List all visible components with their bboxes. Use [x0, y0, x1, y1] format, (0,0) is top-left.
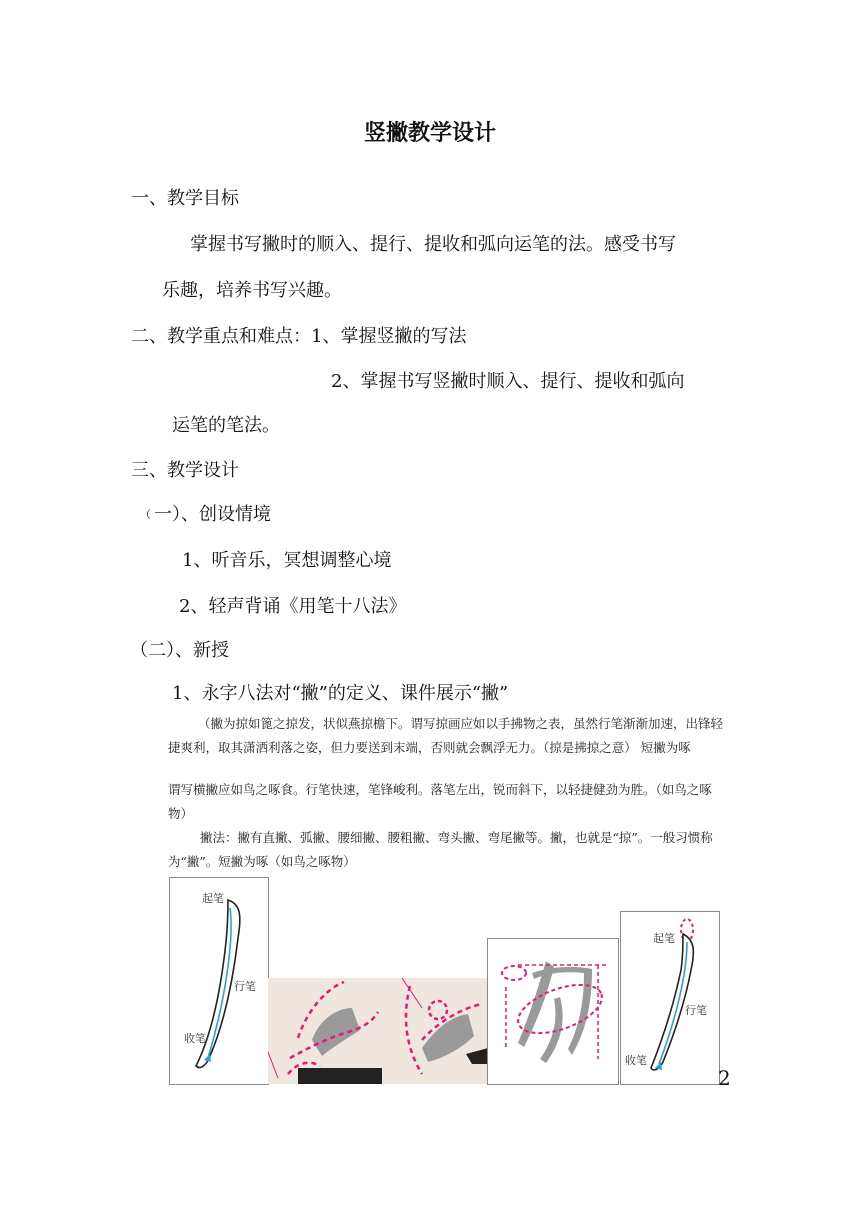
dark-base — [298, 1068, 382, 1084]
guide-curve-1 — [406, 986, 422, 1074]
goals-paragraph-line2: 乐趣，培养书写兴趣。 — [162, 280, 342, 301]
section-heading-design: 三、教学设计 — [131, 460, 239, 481]
subsection2-item1: 1、永字八法对“撇”的定义、课件展示“撇” — [172, 683, 509, 704]
subsection1-heading: 一）、创设情境 — [154, 504, 271, 525]
section-heading-goals: 一、教学目标 — [131, 188, 239, 209]
subsection1-item1: 1、听音乐，冥想调整心境 — [182, 550, 392, 571]
subsection1-paren: （ — [140, 508, 151, 521]
note-paragraph-1: （撇为掠如篦之掠发，状似燕掠檐下。谓写掠画应如以手拂物之表，虽然行笔渐渐加速，出锋轻捷爽利，取其潇洒利落之姿，但力要送到末端，否则就会飘浮无力。（掠是拂掠之意） 短撇为啄 — [168, 716, 724, 755]
figure-brush-photo-1 — [268, 978, 382, 1084]
guide-line — [268, 1052, 278, 1078]
label-move: 行笔 — [685, 1004, 707, 1017]
section-heading-key-points: 二、教学重点和难点：1、掌握竖撇的写法 — [131, 326, 467, 347]
note-paragraph-2: 谓写横撇应如鸟之啄食。行笔快速，笔锋峻利。落笔左出，锐而斜下，以轻捷健劲为胜。（如鸟之啄物） — [168, 782, 712, 821]
key-point-2-line2: 运笔的笔法。 — [172, 415, 280, 436]
goals-paragraph-line1: 掌握书写撇时的顺入、提行、提收和弧向运笔的法。感受书写 — [190, 234, 676, 255]
figure-stroke-diagram-2 — [620, 911, 720, 1085]
dark-ink — [466, 1048, 488, 1064]
note-paragraph-3: 撇法：撇有直撇、弧撇、腰细撇、腰粗撇、弯头撇、弯尾撇等。撇，也就是“掠”。一般习惯称为“撇”。短撇为啄（如鸟之啄物） — [168, 830, 713, 869]
figure-brush-photo-2 — [382, 978, 488, 1084]
brush-ink — [422, 1014, 474, 1062]
subsection2-heading: （二）、新授 — [130, 640, 229, 661]
label-move: 行笔 — [234, 980, 256, 993]
guide-ellipse-top — [502, 966, 526, 980]
guide-line — [402, 978, 422, 1008]
key-point-2-line1: 2、掌握书写竖撇时顺入、提行、提收和弧向 — [331, 371, 685, 392]
label-end: 收笔 — [625, 1054, 647, 1067]
subsection1-item2: 2、轻声背诵《用笔十八法》 — [179, 596, 407, 617]
page-title: 竖撇教学设计 — [363, 120, 496, 146]
label-start: 起笔 — [202, 892, 224, 905]
figure-stroke-diagram-1 — [169, 877, 269, 1085]
page-number: 2 — [718, 1066, 731, 1090]
guide-circle — [429, 1001, 447, 1019]
figure-character-guides — [487, 938, 619, 1085]
label-end: 收笔 — [184, 1032, 206, 1045]
brush-ink — [312, 1008, 360, 1056]
label-start: 起笔 — [653, 932, 675, 945]
